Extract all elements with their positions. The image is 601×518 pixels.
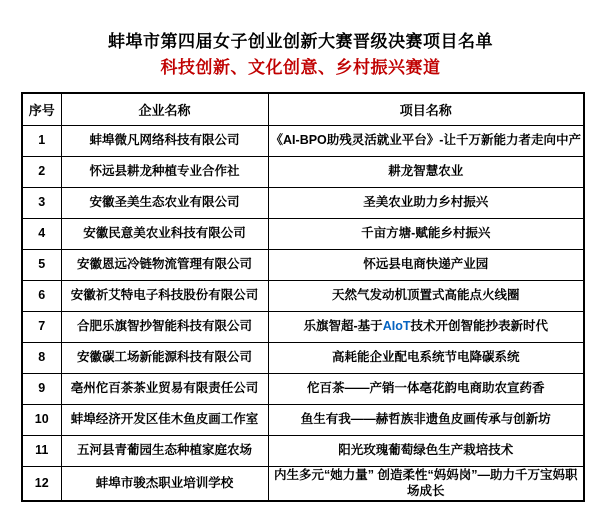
serial-number-cell: 2 [22, 157, 61, 188]
project-list-table [21, 92, 585, 503]
project-name-cell [268, 281, 584, 312]
serial-number-cell: 8 [22, 343, 61, 374]
table-row [22, 281, 584, 312]
table-row [22, 157, 584, 188]
serial-number-cell: 3 [22, 188, 61, 219]
project-name-cell [268, 343, 584, 374]
company-name-cell: 安徽圣美生态农业有限公司 [61, 188, 268, 219]
project-name-text: 怀远县电商快递产业园 [363, 257, 489, 272]
serial-number-cell: 11 [22, 436, 61, 467]
table-row [22, 250, 584, 281]
project-name-text: 内生多元“她力量” 创造柔性“妈妈岗”—助力千万宝妈职场成长 [274, 468, 578, 498]
company-name-cell: 蚌埠经济开发区佳木鱼皮画工作室 [61, 405, 268, 436]
serial-number-cell: 4 [22, 219, 61, 250]
company-name-cell: 安徽祈艾特电子科技股份有限公司 [61, 281, 268, 312]
company-name-cell: 蚌埠市骏杰职业培训学校 [61, 467, 268, 502]
table-header-row [22, 93, 584, 126]
table-row [22, 467, 584, 502]
serial-number-cell: 12 [22, 467, 61, 502]
table-row [22, 312, 584, 343]
company-name-cell: 安徽恩远冷链物流管理有限公司 [61, 250, 268, 281]
company-name-cell: 安徽碳工场新能源科技有限公司 [61, 343, 268, 374]
serial-number-cell: 10 [22, 405, 61, 436]
project-name-text: 天然气发动机顶置式高能点火线圈 [331, 288, 520, 303]
serial-number-cell: 6 [22, 281, 61, 312]
project-name-cell [268, 374, 584, 405]
project-name-cell [268, 405, 584, 436]
document-title: 蚌埠市第四届女子创业创新大赛晋级决赛项目名单 [108, 32, 493, 51]
project-name-text: 《AI-BPO助残灵活就业平台》-让千万新能力者走向中产 [270, 133, 581, 148]
company-name-cell: 五河县青葡园生态种植家庭农场 [61, 436, 268, 467]
project-name-text: 圣美农业助力乡村振兴 [363, 195, 489, 210]
table-row [22, 343, 584, 374]
table-row [22, 374, 584, 405]
project-name-text: 乐旗智超-基于 [303, 319, 383, 334]
table-row [22, 126, 584, 157]
project-name-text: 技术开创智能抄表新时代 [410, 319, 548, 334]
serial-number-cell: 9 [22, 374, 61, 405]
project-name-text: 鱼生有我——赫哲族非遗鱼皮画传承与创新坊 [300, 412, 551, 427]
table-row [22, 219, 584, 250]
company-name-cell: 蚌埠微凡网络科技有限公司 [61, 126, 268, 157]
document-subtitle: 科技创新、文化创意、乡村振兴赛道 [160, 58, 441, 78]
serial-number-cell: 5 [22, 250, 61, 281]
table-body [22, 126, 584, 502]
serial-number-cell: 7 [22, 312, 61, 343]
company-name-cell: 怀远县耕龙种植专业合作社 [61, 157, 268, 188]
project-name-cell [268, 126, 584, 157]
header-serial-number: 序号 [22, 93, 61, 126]
project-name-cell [268, 157, 584, 188]
serial-number-cell: 1 [22, 126, 61, 157]
header-project-name: 项目名称 [268, 93, 584, 126]
table-row [22, 188, 584, 219]
table-row [22, 405, 584, 436]
project-name-text: 耕龙智慧农业 [388, 164, 464, 179]
project-name-highlight: AIoT [382, 319, 411, 334]
table-row [22, 436, 584, 467]
company-name-cell: 合肥乐旗智抄智能科技有限公司 [61, 312, 268, 343]
project-name-cell [268, 188, 584, 219]
project-name-text: 千亩方塘-赋能乡村振兴 [361, 226, 491, 241]
project-name-cell [268, 467, 584, 502]
project-name-cell [268, 312, 584, 343]
project-name-cell [268, 219, 584, 250]
project-name-cell [268, 436, 584, 467]
project-name-text: 高耗能企业配电系统节电降碳系统 [331, 350, 520, 365]
project-name-text: 佗百茶——产销一体亳花韵电商助农宣药香 [306, 381, 545, 396]
company-name-cell: 亳州佗百茶茶业贸易有限责任公司 [61, 374, 268, 405]
header-company-name: 企业名称 [61, 93, 268, 126]
company-name-cell: 安徽民意美农业科技有限公司 [61, 219, 268, 250]
project-name-cell [268, 250, 584, 281]
project-name-text: 阳光玫瑰葡萄绿色生产栽培技术 [338, 443, 514, 458]
